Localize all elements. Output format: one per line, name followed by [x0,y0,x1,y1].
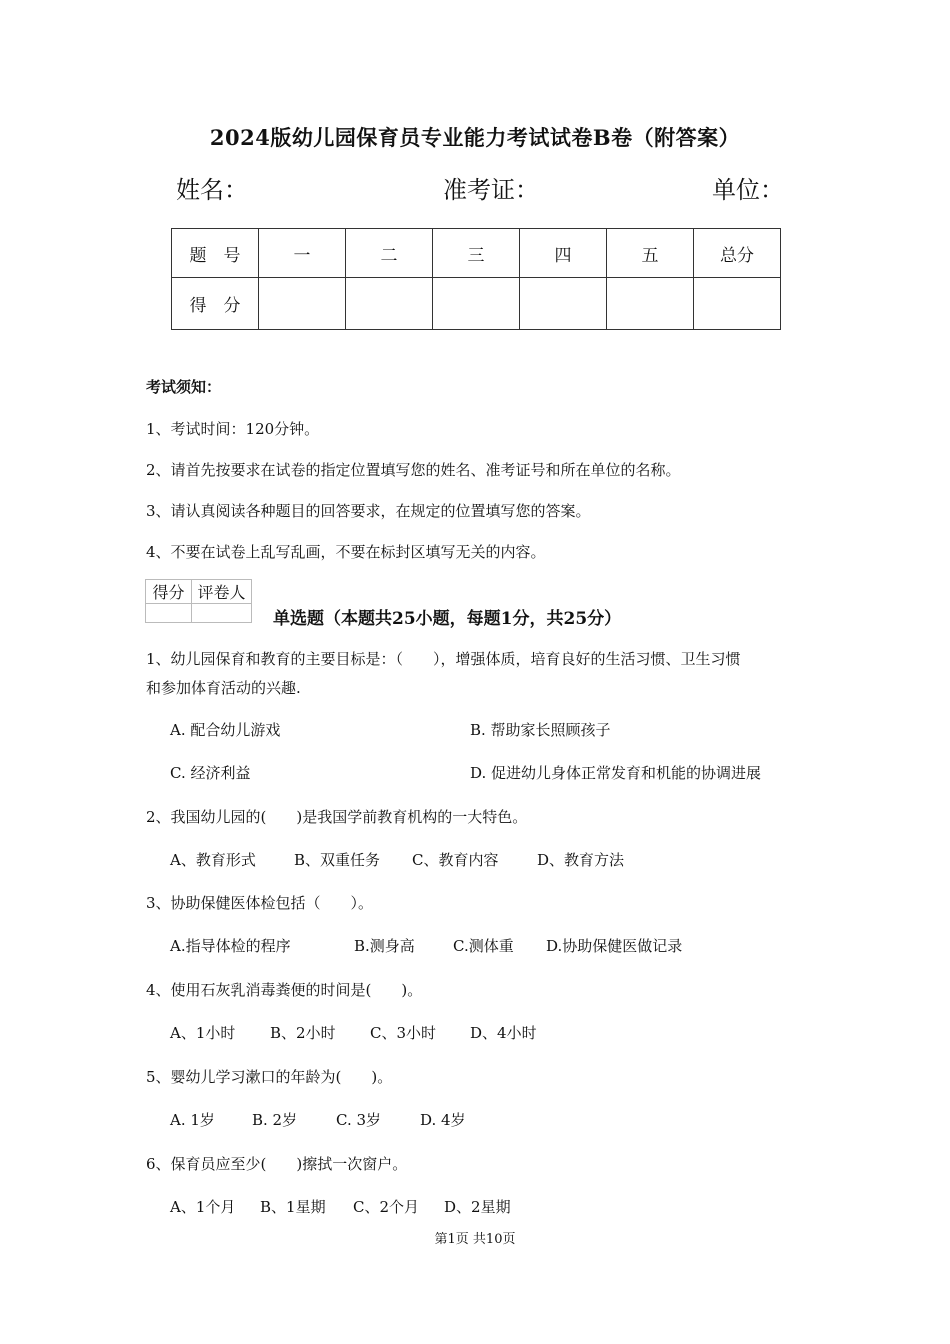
grader-score-cell [146,604,192,623]
score-cell [433,278,520,330]
question-2-option-c: C、教育内容 [412,851,499,869]
question-3-text: 3、协助保健医体检包括（ ）。 [146,894,374,912]
question-1-option-c: C. 经济利益 [170,764,251,782]
exam-title: 2024版幼儿园保育员专业能力考试试卷B卷（附答案） [209,125,741,150]
grader-name-cell [192,604,252,623]
score-table-header-row [172,229,781,278]
score-header-cell: 题 号 [172,229,259,278]
score-header-cell: 四 [520,229,607,278]
score-cell [694,278,781,330]
score-table [171,228,781,330]
question-4-option-d: D、4小时 [470,1024,537,1042]
notice-item: 4、不要在试卷上乱写乱画，不要在标封区填写无关的内容。 [146,543,546,561]
name-label: 姓名： [176,176,248,204]
question-6-text: 6、保育员应至少( )擦拭一次窗户。 [146,1155,408,1173]
question-2-option-d: D、教育方法 [537,851,625,869]
score-table-score-row [172,278,781,330]
question-5-option-d: D. 4岁 [420,1111,466,1129]
grader-box [145,579,252,623]
score-cell [259,278,346,330]
question-5-text: 5、婴幼儿学习漱口的年龄为( )。 [146,1068,393,1086]
page-footer: 第1页 共10页 [434,1232,516,1247]
score-cell [346,278,433,330]
question-4-option-a: A、1小时 [170,1024,236,1042]
score-row-label: 得 分 [172,278,259,330]
section-title: 单选题（本题共25小题，每题1分，共25分） [273,609,622,629]
notice-item: 2、请首先按要求在试卷的指定位置填写您的姓名、准考证号和所在单位的名称。 [146,461,681,479]
question-1-text-cont: 和参加体育活动的兴趣. [146,679,301,697]
question-6-option-c: C、2个月 [353,1198,420,1216]
question-5-option-a: A. 1岁 [170,1111,215,1129]
question-1-option-d: D. 促进幼儿身体正常发育和机能的协调进展 [470,764,762,782]
question-3-option-c: C.测体重 [453,937,514,955]
score-header-cell: 五 [607,229,694,278]
question-3-option-d: D.协助保健医做记录 [546,937,683,955]
unit-label: 单位： [712,176,784,204]
question-1-option-a: A. 配合幼儿游戏 [170,721,281,739]
score-header-cell: 二 [346,229,433,278]
question-2-text: 2、我国幼儿园的( )是我国学前教育机构的一大特色。 [146,808,528,826]
question-4-option-c: C、3小时 [370,1024,437,1042]
notice-heading: 考试须知： [146,378,222,396]
question-5-option-c: C. 3岁 [336,1111,382,1129]
question-4-text: 4、使用石灰乳消毒粪便的时间是( )。 [146,981,423,999]
question-1-option-b: B. 帮助家长照顾孩子 [470,721,611,739]
notice-item: 1、考试时间：120分钟。 [146,420,320,438]
question-5-option-b: B. 2岁 [252,1111,298,1129]
question-3-option-a: A.指导体检的程序 [170,937,291,955]
notice-item: 3、请认真阅读各种题目的回答要求，在规定的位置填写您的答案。 [146,502,591,520]
score-cell [520,278,607,330]
question-6-option-d: D、2星期 [444,1198,511,1216]
score-header-cell: 三 [433,229,520,278]
exam-id-label: 准考证： [443,176,539,204]
question-1-text: 1、幼儿园保育和教育的主要目标是：（ ），增强体质，培育良好的生活习惯、卫生习惯 [146,650,741,668]
score-header-cell: 一 [259,229,346,278]
score-header-cell: 总分 [694,229,781,278]
question-2-option-a: A、教育形式 [170,851,256,869]
question-4-option-b: B、2小时 [270,1024,336,1042]
score-cell [607,278,694,330]
question-3-option-b: B.测身高 [354,937,415,955]
question-6-option-b: B、1星期 [260,1198,326,1216]
grader-name-label: 评卷人 [192,580,252,604]
grader-score-label: 得分 [146,580,192,604]
question-2-option-b: B、双重任务 [294,851,381,869]
question-6-option-a: A、1个月 [170,1198,236,1216]
